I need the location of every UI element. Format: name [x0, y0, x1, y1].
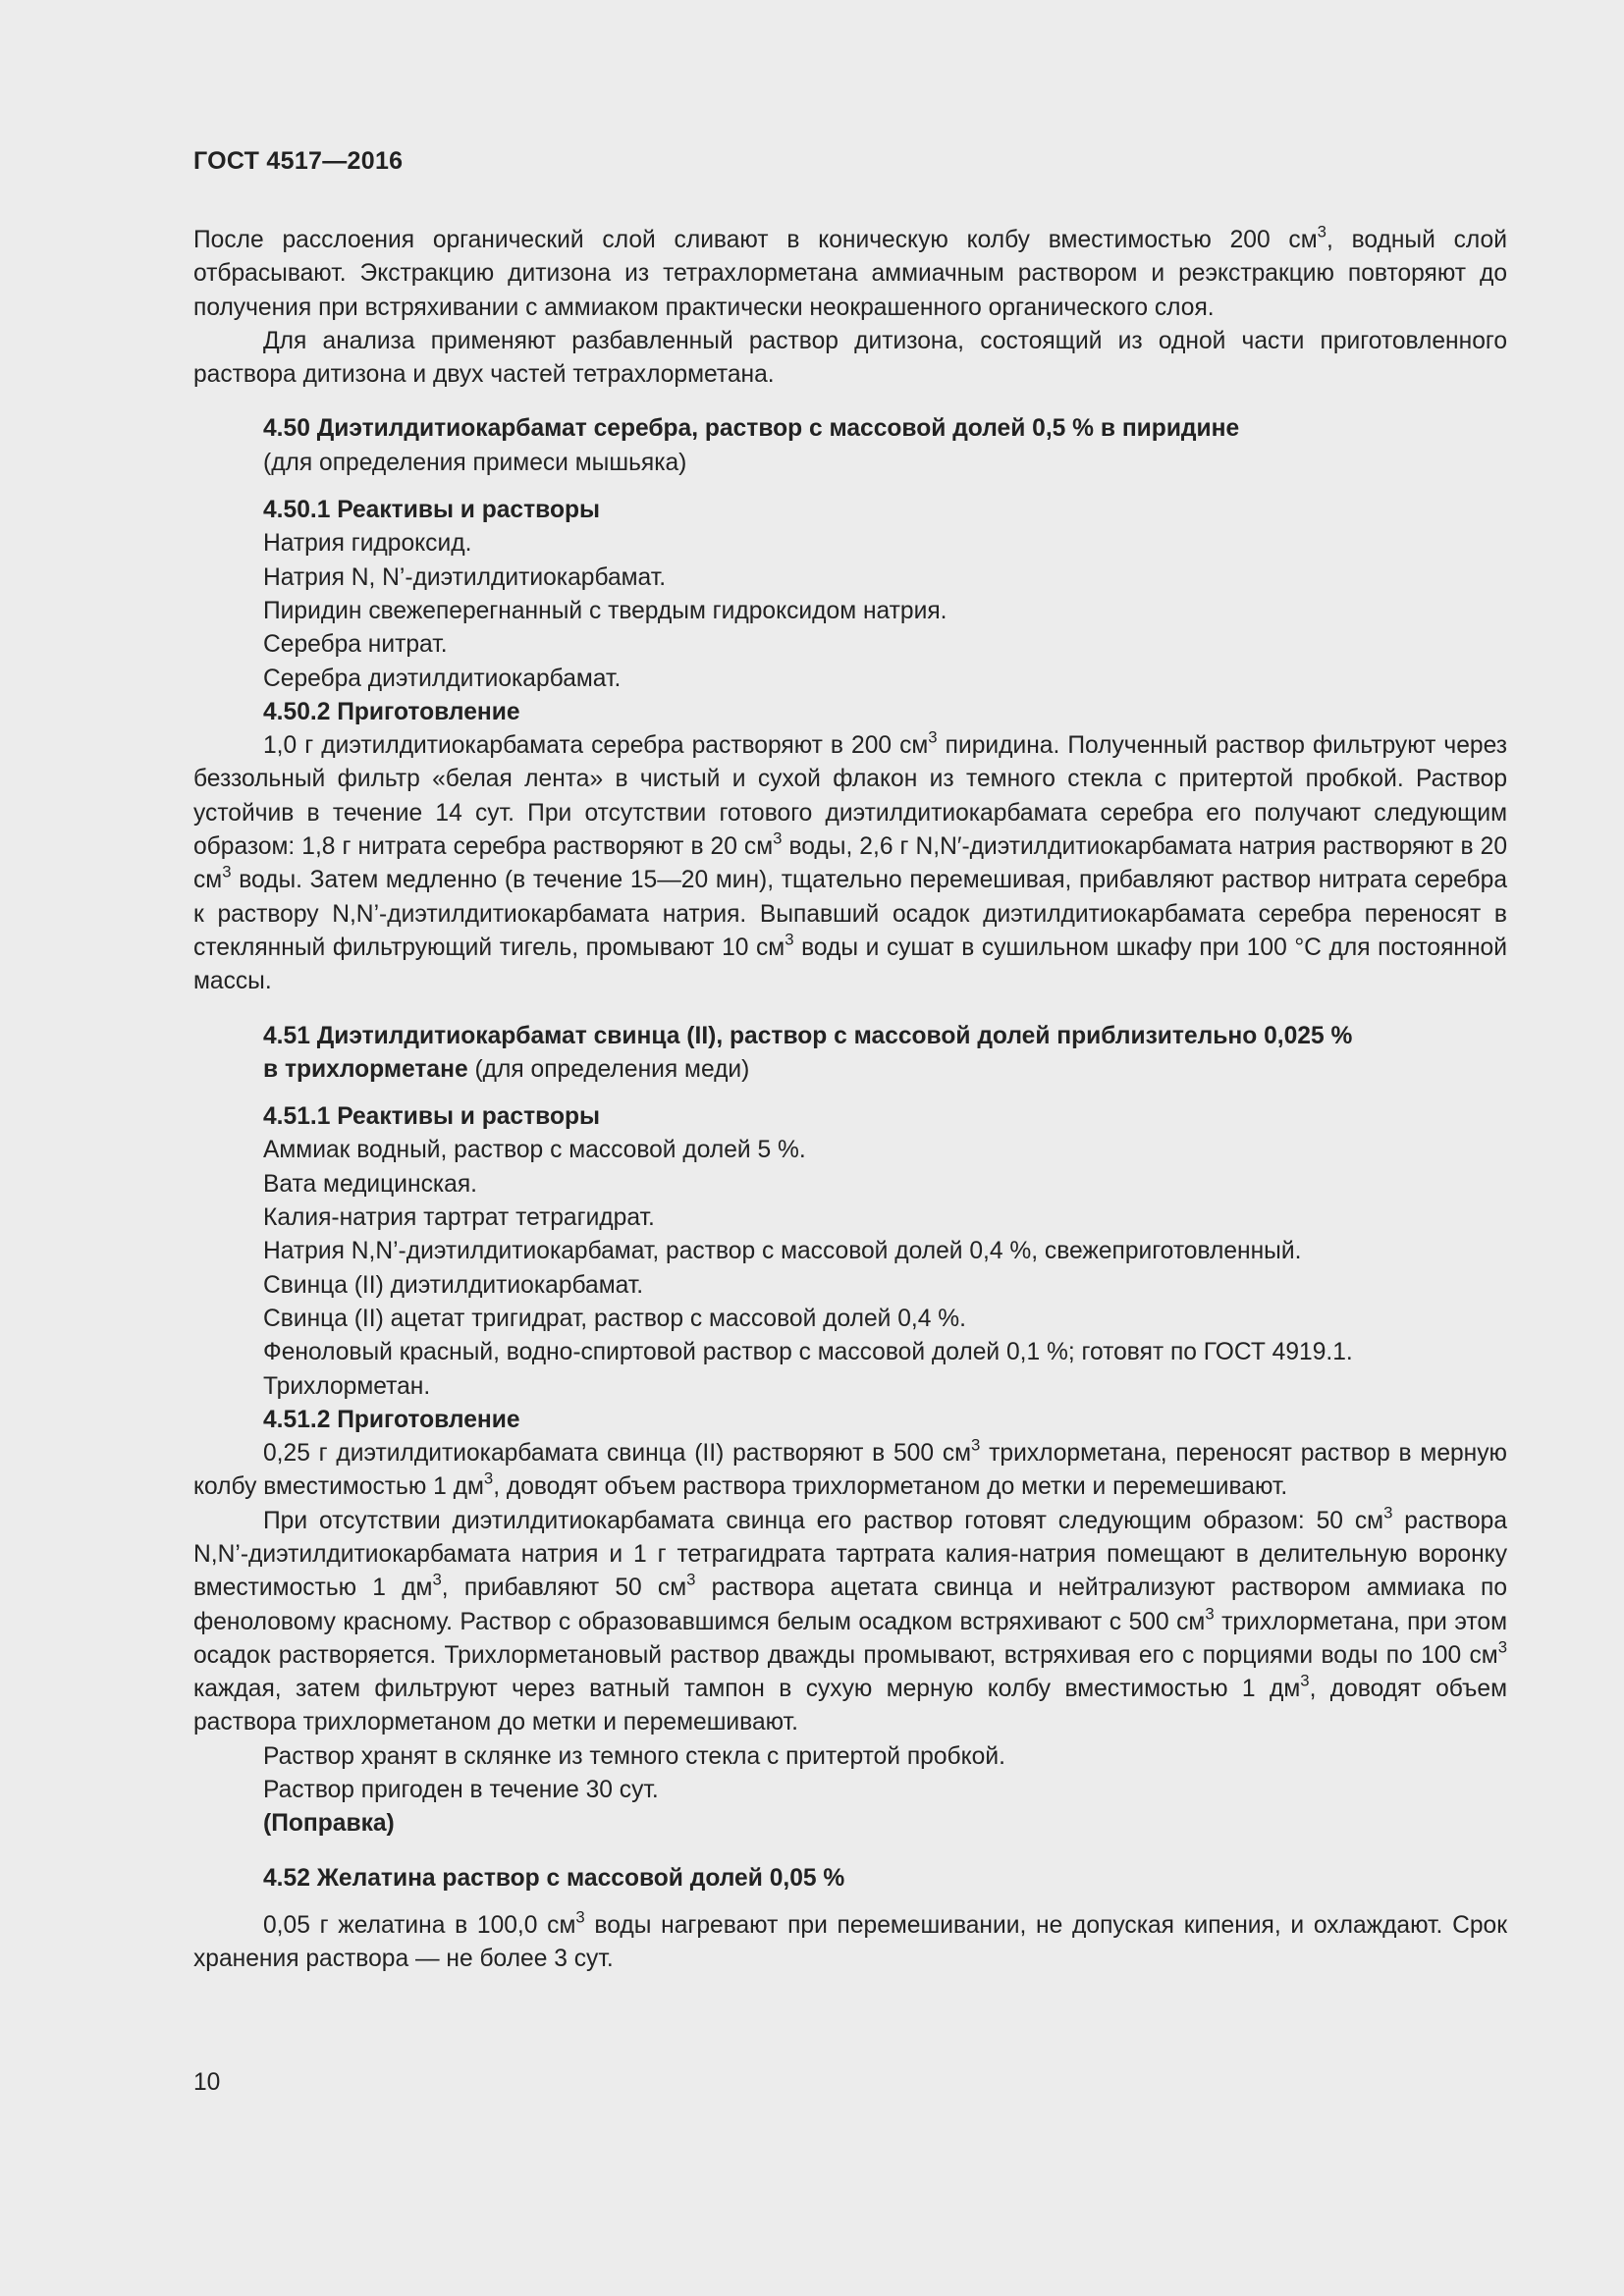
reagent-item: Свинца (II) ацетат тригидрат, раствор с массовой долей 0,4 %.: [263, 1305, 966, 1332]
section-4-51-2-text-2: При отсутствии диэтилдитиокарбамата свинца его раствор готовят следующим образом: 50 $см^3$ раствора N,N’-диэтилдитиокарбамата натрия и 1 г тетрагидрата тартрата калия-натрия помещают в делительную воронку вместимостью 1 $дм^3$, прибавляют 50 $см^3$ раствора ацетата свинца и нейтрализуют раствором аммиака по феноловому красному. Раствор с образовавшимся белым осадком встряхивают с 500 $см^3$ трихлорметана, при этом осадок растворяется. Трихлорметановый раствор дважды промывают, встряхивая его с порциями воды по 100 $см^3$ каждая, затем фильтруют через ватный тампон в сухую мерную колбу вместимостью 1 $дм^3$, доводят объем раствора трихлорметаном до метки и перемешивают.: [193, 1503, 1508, 1736]
reagent-item: Серебра диэтилдитиокарбамат.: [263, 665, 622, 692]
reagent-item: Феноловый красный, водно-спиртовой раствор с массовой долей 0,1 %; готовят по ГОСТ 4919.1.: [263, 1339, 1353, 1366]
storage-note-1: Раствор хранят в склянке из темного стекла с притертой пробкой.: [263, 1742, 1005, 1770]
amendment-note: (Поправка): [263, 1810, 395, 1838]
section-4-52-text: 0,05 г желатина в 100,0 $см^3$ воды нагревают при перемешивании, не допуская кипения, и охлаждают. Срок хранения раствора — не более 3 сут.: [193, 1907, 1507, 1973]
section-4-50-2-heading: 4.50.2 Приготовление: [263, 698, 520, 725]
reagent-item: Трихлорметан.: [263, 1372, 431, 1400]
section-4-50-title: 4.50 Диэтилдитиокарбамат серебра, раствор с массовой долей 0,5 % в пиридине: [263, 415, 1240, 443]
section-4-50-1-heading: 4.50.1 Реактивы и растворы: [263, 497, 601, 524]
storage-note-2: Раствор пригоден в течение 30 сут.: [263, 1777, 659, 1804]
document-header: ГОСТ 4517—2016: [193, 147, 404, 175]
section-4-50-subtitle: (для определения примеси мышьяка): [263, 449, 687, 476]
section-4-52-title: 4.52 Желатина раствор с массовой долей 0,05 %: [263, 1864, 845, 1892]
reagent-item: Серебра нитрат.: [263, 631, 448, 659]
reagent-item: Аммиак водный, раствор с массовой долей 5 %.: [263, 1137, 806, 1164]
reagent-item: Натрия N, N’-диэтилдитиокарбамат.: [263, 563, 667, 591]
document-body: [193, 224, 1507, 1977]
section-4-51-title: 4.51 Диэтилдитиокарбамат свинца (II), раствор с массовой долей приблизительно 0,025 % в трихлорметане (для определения меди): [263, 1022, 1353, 1083]
reagent-item: Натрия N,N’-диэтилдитиокарбамат, раствор с массовой долей 0,4 %, свежеприготовленный.: [263, 1238, 1302, 1265]
intro-paragraph-2: Для анализа применяют разбавленный раствор дитизона, состоящий из одной части приготовленного раствора дитизона и двух частей тетрахлорметана.: [193, 327, 1507, 389]
reagent-item: Натрия гидроксид.: [263, 530, 472, 558]
reagent-item: Свинца (II) диэтилдитиокарбамат.: [263, 1271, 644, 1299]
reagent-item: Вата медицинская.: [263, 1170, 478, 1198]
section-4-50-2-text: 1,0 г диэтилдитиокарбамата серебра растворяют в 200 $см^3$ пиридина. Полученный раствор фильтруют через беззольный фильтр «белая лента» в чистый и сухой флакон из темного стекла с притертой пробкой. Раствор устойчив в течение 14 сут. При отсутствии готового диэтилдитиокарбамата серебра его получают следующим образом: 1,8 г нитрата серебра растворяют в 20 $см^3$ воды, 2,6 г N,N′-диэтилдитиокарбамата натрия растворяют в 20 $см^3$ воды. Затем медленно (в течение 15—20 мин), тщательно перемешивая, прибавляют раствор нитрата серебра к раствору N,N’-диэтилдитиокарбамата натрия. Выпавший осадок диэтилдитиокарбамата серебра переносят в стеклянный фильтрующий тигель, промывают 10 $см^3$ воды и сушат в сушильном шкафу при 100 °С для постоянной массы.: [193, 727, 1507, 995]
reagent-item: Пиридин свежеперегнанный с твердым гидроксидом натрия.: [263, 597, 947, 624]
section-4-51-2-heading: 4.51.2 Приготовление: [263, 1406, 520, 1433]
section-4-51-1-heading: 4.51.1 Реактивы и растворы: [263, 1103, 601, 1131]
page-number: 10: [193, 2069, 221, 2096]
intro-paragraph-1: После расслоения органический слой сливают в коническую колбу вместимостью 200 $см^3$, водный слой отбрасывают. Экстракцию дитизона из тетрахлорметана аммиачным раствором и реэкстракцию повторяют до получения при встряхивании с аммиаком практически неокрашенного органического слоя.: [193, 222, 1507, 321]
section-4-51-2-text-1: 0,25 г диэтилдитиокарбамата свинца (II) растворяют в 500 $см^3$ трихлорметана, переносят раствор в мерную колбу вместимостью 1 $дм^3$, доводят объем раствора трихлорметаном до метки и перемешивают.: [193, 1435, 1507, 1501]
reagent-item: Калия-натрия тартрат тетрагидрат.: [263, 1204, 655, 1232]
